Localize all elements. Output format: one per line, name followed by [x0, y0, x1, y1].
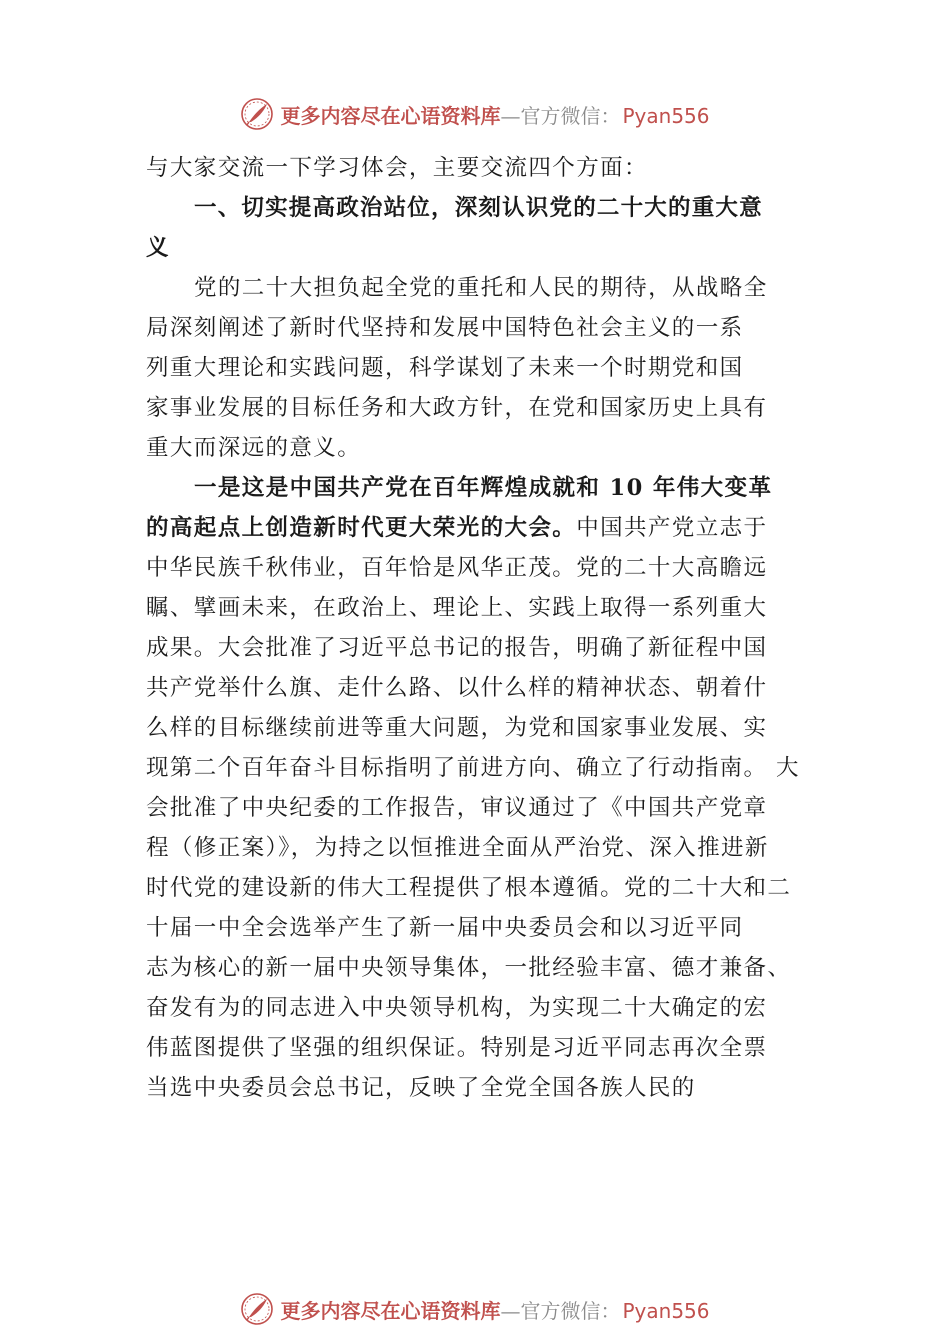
paragraph-2-line: 十届一中全会选举产生了新一届中央委员会和以习近平同 — [146, 915, 744, 941]
paragraph-1-line: 局深刻阐述了新时代坚持和发展中国特色社会主义的一系 — [146, 315, 744, 341]
quill-logo-icon — [240, 97, 274, 131]
paragraph-2-line: 伟蓝图提供了坚强的组织保证。特别是习近平同志再次全票 — [146, 1035, 768, 1061]
quill-logo-icon — [240, 1292, 274, 1326]
paragraph-1-line: 重大而深远的意义。 — [146, 435, 362, 461]
paragraph-2 — [146, 468, 808, 1108]
paragraph-2-line: 志为核心的新一届中央领导集体，一批经验丰富、德才兼备、 — [146, 955, 792, 981]
paragraph-2-line: 么样的目标继续前进等重大问题，为党和国家事业发展、实 — [146, 715, 768, 741]
paragraph-2-bold-line-2: 的高起点上创造新时代更大荣光的大会。 — [146, 515, 577, 541]
section-heading — [146, 188, 808, 268]
paragraph-2-line: 会批准了中央纪委的工作报告，审议通过了《中国共产党章 — [146, 795, 768, 821]
paragraph-2-line: 中华民族千秋伟业，百年恰是风华正茂。党的二十大高瞻远 — [146, 555, 768, 581]
banner-brand: 更多内容尽在心语资料库 — [280, 1298, 501, 1323]
paragraph-2-line-2-rest: 中国共产党立志于 — [576, 515, 768, 541]
paragraph-1-line: 家事业发展的目标任务和大政方针，在党和国家历史上具有 — [146, 395, 768, 421]
paragraph-2-bold-line-1: 一是这是中国共产党在百年辉煌成就和 10 年伟大变革 — [194, 475, 773, 501]
paragraph-1-line: 党的二十大担负起全党的重托和人民的期待，从战略全 — [194, 275, 768, 301]
intro-line: 与大家交流一下学习体会，主要交流四个方面： — [146, 155, 648, 181]
paragraph-2-line: 瞩、擘画未来，在政治上、理论上、实践上取得一系列重大 — [146, 595, 768, 621]
paragraph-2-line: 现第二个百年奋斗目标指明了前进方向、确立了行动指南。 大 — [146, 755, 800, 781]
banner-official-label: 官方微信： — [520, 103, 621, 128]
paragraph-1-line: 列重大理论和实践问题，科学谋划了未来一个时期党和国 — [146, 355, 744, 381]
banner-separator: — — [500, 1298, 521, 1323]
banner-brand: 更多内容尽在心语资料库 — [280, 103, 501, 128]
section-heading-line-2: 义 — [146, 235, 170, 261]
paragraph-2-line: 成果。大会批准了习近平总书记的报告，明确了新征程中国 — [146, 635, 768, 661]
banner-official-label: 官方微信： — [520, 1298, 621, 1323]
paragraph-2-line: 时代党的建设新的伟大工程提供了根本遵循。党的二十大和二 — [146, 875, 792, 901]
paragraph-2-line: 共产党举什么旗、走什么路、以什么样的精神状态、朝着什 — [146, 675, 768, 701]
paragraph-1 — [146, 268, 808, 468]
watermark-banner-top — [0, 94, 950, 134]
banner-wechat-id: Pyan556 — [622, 103, 710, 128]
section-heading-line-1: 一、切实提高政治站位，深刻认识党的二十大的重大意 — [194, 195, 763, 221]
document-body — [146, 148, 808, 1108]
banner-wechat-id: Pyan556 — [622, 1298, 710, 1323]
watermark-banner-bottom — [0, 1289, 950, 1329]
banner-separator: — — [500, 103, 521, 128]
paragraph-2-line: 当选中央委员会总书记，反映了全党全国各族人民的 — [146, 1075, 696, 1101]
paragraph-2-line: 奋发有为的同志进入中央领导机构，为实现二十大确定的宏 — [146, 995, 768, 1021]
paragraph-2-line: 程（修正案）》，为持之以恒推进全面从严治党、深入推进新 — [146, 835, 769, 861]
